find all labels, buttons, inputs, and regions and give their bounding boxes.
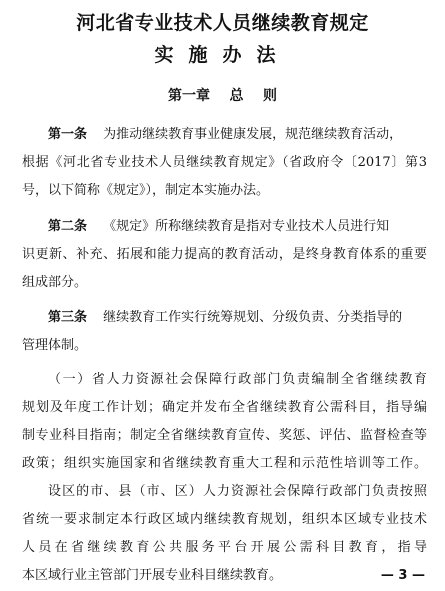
article-2-text: 《规定》所称继续教育是指对专业技术人员进行知 — [103, 219, 390, 234]
article-1-text: 为推动继续教育事业健康发展，规范继续教育活动， — [103, 127, 403, 142]
paragraph-2-line-2: 省统一要求制定本行政区域内继续教育规划，组织本区域专业技术 — [22, 512, 427, 527]
chapter-heading: 第一章 总 则 — [168, 88, 277, 104]
paragraph-1-line-3: 制专业科目指南；制定全省继续教育宣传、奖惩、评估、监督检查等 — [22, 428, 427, 443]
article-2-line-3: 组成部分。 — [22, 275, 88, 290]
paragraph-1-line-4: 政策；组织实施国家和省继续教育重大工程和示范性培训等工作。 — [22, 456, 427, 471]
article-2-line-2: 识更新、补充、拓展和能力提高的教育活动，是终身教育体系的重要 — [22, 247, 427, 262]
article-3-line-1 — [48, 304, 402, 332]
document-title: 河北省专业技术人员继续教育规定 — [76, 12, 369, 34]
paragraph-2-line-1: 设区的市、县（市、区）人力资源社会保障行政部门负责按照 — [48, 484, 427, 499]
article-1-label: 第一条 — [48, 127, 88, 142]
paragraph-2-line-4: 本区域行业主管部门开展专业科目继续教育。 — [22, 568, 283, 583]
article-1-line-1 — [48, 121, 402, 149]
paragraph-2-line-3: 人员在省继续教育公共服务平台开展公需科目教育，指导 — [22, 540, 427, 555]
article-3-line-2: 管理体制。 — [22, 338, 88, 353]
article-2-label: 第二条 — [48, 219, 88, 234]
article-1-line-3: 号，以下简称《规定》），制定本实施办法。 — [22, 183, 270, 198]
article-3-text: 继续教育工作实行统筹规划、分级负责、分类指导的 — [103, 310, 403, 325]
article-1-line-2: 根据《河北省专业技术人员继续教育规定》（省政府令〔2017〕第3 — [22, 155, 427, 170]
article-2-line-1 — [48, 213, 389, 241]
document-title-subtitle: 实施办法 — [154, 44, 291, 66]
paragraph-1-line-2: 规划及年度工作计划；确定并发布全省继续教育公需科目，指导编 — [22, 400, 427, 415]
paragraph-1-line-1: （一）省人力资源社会保障行政部门负责编制全省继续教育 — [48, 372, 427, 387]
page-number: — 3 — — [380, 568, 425, 583]
article-3-label: 第三条 — [48, 310, 88, 325]
